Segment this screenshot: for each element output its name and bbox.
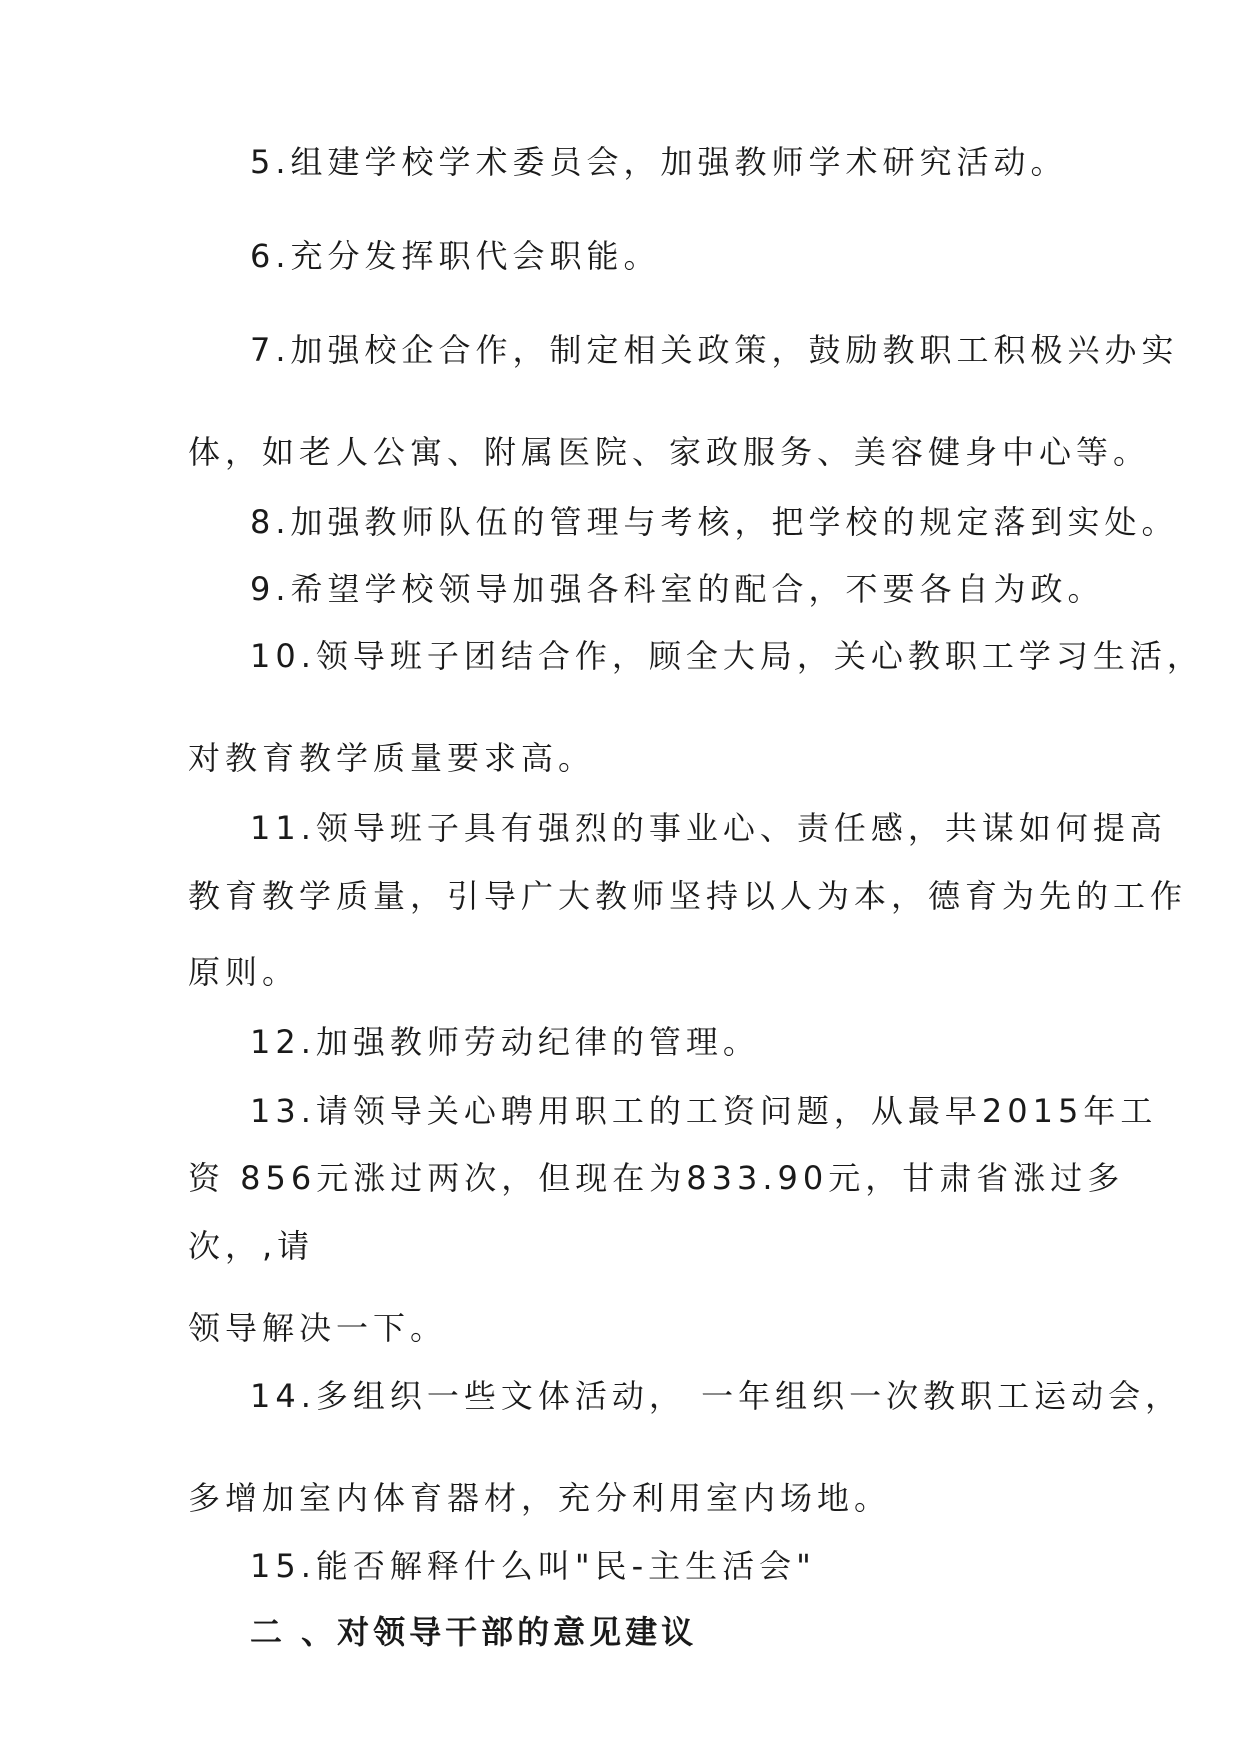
paragraph-line-9: 9.希望学校领导加强各科室的配合，不要各自为政。 <box>250 570 1105 608</box>
section-heading: 二 、对领导干部的意见建议 <box>250 1613 698 1651</box>
paragraph-line-6: 6.充分发挥职代会职能。 <box>250 237 661 275</box>
paragraph-line-13: 13.请领导关心聘用职工的工资问题，从最早2015年工 <box>250 1092 1158 1130</box>
paragraph-line-14-cont: 多增加室内体育器材，充分利用室内场地。 <box>188 1479 892 1517</box>
paragraph-line-14: 14.多组织一些文体活动， 一年组织一次教职工运动会， <box>250 1377 1183 1415</box>
paragraph-line-13-cont2: 次，,请 <box>188 1227 315 1265</box>
paragraph-line-10: 10.领导班子团结合作，顾全大局，关心教职工学习生活， <box>250 637 1204 675</box>
paragraph-line-13-cont: 资 856元涨过两次，但现在为833.90元，甘肃省涨过多 <box>188 1159 1125 1197</box>
paragraph-line-10-cont: 对教育教学质量要求高。 <box>188 739 596 777</box>
paragraph-line-11-end: 原则。 <box>188 953 300 991</box>
paragraph-line-11: 11.领导班子具有强烈的事业心、责任感，共谋如何提高 <box>250 809 1167 847</box>
paragraph-line-7-cont: 体，如老人公寓、附属医院、家政服务、美容健身中心等。 <box>188 433 1151 471</box>
paragraph-line-12: 12.加强教师劳动纪律的管理。 <box>250 1023 760 1061</box>
paragraph-line-7: 7.加强校企合作，制定相关政策，鼓励教职工积极兴办实 <box>250 331 1179 369</box>
paragraph-line-8: 8.加强教师队伍的管理与考核，把学校的规定落到实处。 <box>250 503 1179 541</box>
paragraph-line-13-end: 领导解决一下。 <box>188 1309 448 1347</box>
paragraph-line-5: 5.组建学校学术委员会，加强教师学术研究活动。 <box>250 143 1068 181</box>
paragraph-line-15: 15.能否解释什么叫"民-主生活会" <box>250 1547 816 1585</box>
paragraph-line-11-cont: 教育教学质量，引导广大教师坚持以人为本，德育为先的工作 <box>188 877 1188 915</box>
